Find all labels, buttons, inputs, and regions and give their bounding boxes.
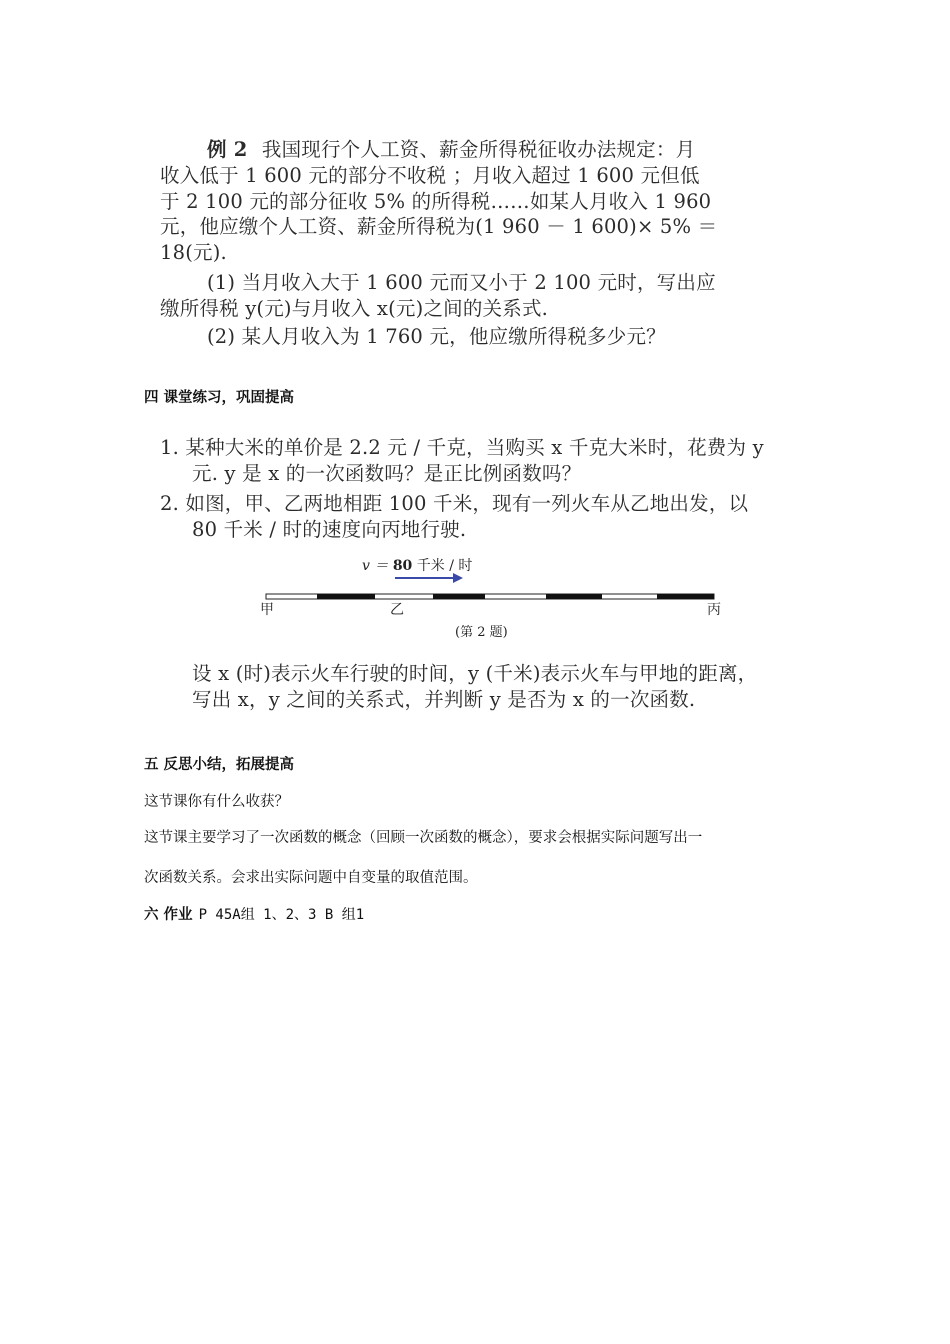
- problem-2-line-2: 80 千米 / 时的速度向丙地行驶.: [192, 518, 467, 541]
- track-segment-1: [317, 594, 375, 599]
- track-segment-4: [657, 594, 714, 599]
- track-segment-2: [433, 594, 485, 599]
- speed-label: v ＝ 80 千米 / 时: [362, 558, 473, 574]
- point-a-label: 甲: [260, 602, 274, 618]
- example-2-line-4: 元，他应缴个人工资、薪金所得税为(1 960 － 1 600)× 5% ＝: [160, 215, 718, 238]
- section-6-heading: 六 作业: [144, 907, 193, 923]
- section-6: [144, 903, 364, 924]
- example-2-question-1-line-1: (1) 当月收入大于 1 600 元而又小于 2 100 元时，写出应: [207, 271, 716, 294]
- reflection-question: 这节课你有什么收获？: [144, 794, 289, 810]
- point-b-label: 乙: [390, 602, 404, 618]
- homework-assignment: P 45A组 1、2、3 B 组1: [198, 907, 365, 923]
- example-2-question-2: (2) 某人月收入为 1 760 元，他应缴所得税多少元？: [207, 325, 666, 348]
- problem-1-line-1: 1. 某种大米的单价是 2.2 元 / 千克，当购买 x 千克大米时，花费为 y: [160, 436, 764, 459]
- example-2-line-2: 收入低于 1 600 元的部分不收税 ；月收入超过 1 600 元但低: [160, 164, 700, 187]
- section-4-heading: 四 课堂练习，巩固提高: [144, 390, 295, 406]
- problem-2-line-1: 2. 如图，甲、乙两地相距 100 千米，现有一列火车从乙地出发，以: [160, 492, 749, 515]
- track-segment-3: [546, 594, 602, 599]
- figure-caption: (第 2 题): [455, 625, 508, 640]
- example-label: 例 2: [207, 138, 248, 161]
- speed-arrow-head: [453, 573, 463, 583]
- example-2-line-1: 例 2 我国现行个人工资、薪金所得税征收办法规定：月: [207, 138, 696, 161]
- summary-line-2: 次函数关系。会求出实际问题中自变量的取值范围。: [144, 870, 478, 886]
- problem-1-line-2: 元. y 是 x 的一次函数吗？是正比例函数吗？: [192, 462, 582, 485]
- problem-2-line-3: 设 x (时)表示火车行驶的时间，y (千米)表示火车与甲地的距离，: [192, 662, 758, 685]
- example-2-line-5: 18(元).: [160, 241, 227, 264]
- point-c-label: 丙: [707, 602, 721, 618]
- problem-2-line-4: 写出 x，y 之间的关系式，并判断 y 是否为 x 的一次函数.: [192, 688, 696, 711]
- section-5-heading: 五 反思小结，拓展提高: [144, 757, 295, 773]
- example-2-question-1-line-2: 缴所得税 y(元)与月收入 x(元)之间的关系式.: [160, 297, 549, 320]
- railway-diagram: [250, 552, 740, 644]
- summary-line-1: 这节课主要学习了一次函数的概念（回顾一次函数的概念），要求会根据实际问题写出一: [144, 830, 703, 846]
- example-2-line-3: 于 2 100 元的部分征收 5% 的所得税……如某人月收入 1 960: [160, 190, 712, 213]
